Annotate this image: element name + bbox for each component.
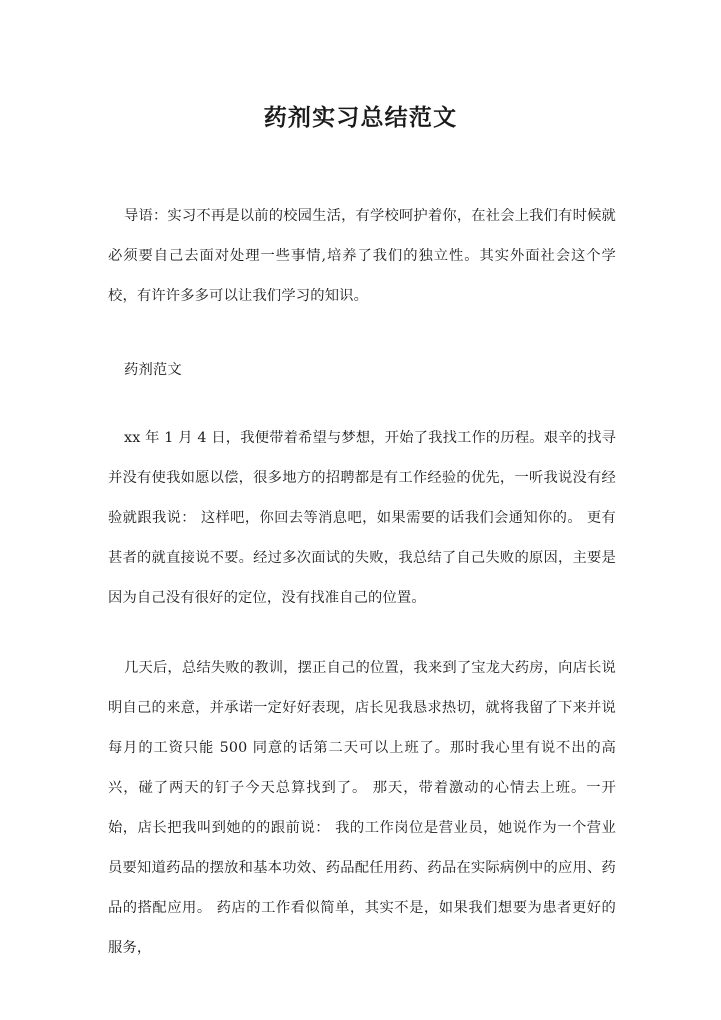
- body-paragraph-block-1: [108, 418, 616, 618]
- body-paragraph: 几天后，总结失败的教训，摆正自己的位置，我来到了宝龙大药房，向店长说明自己的来意，并承诺一定好好表现，店长见我恳求热切，就将我留了下来并说每月的工资只能 500 同意的话第二天可以上班了。那时我心里有说不出的高兴，碰了两天的钉子今天总算找到了。 那天，带着激动的心情去上班。一开始，店长把我叫到她的的跟前说： 我的工作岗位是营业员，她说作为一个营业员要知道药品的摆放和基本功效、药品配任用药、药品在实际病例中的应用、药品的搭配应用。 药店的工作看似简单，其实不是，如果我们想要为患者更好的服务，: [108, 660, 616, 956]
- intro-paragraph-block: [108, 196, 616, 316]
- intro-paragraph: 导语：实习不再是以前的校园生活，有学校呵护着你，在社会上我们有时候就必须要自己去面对处理一些事情,培养了我们的独立性。其实外面社会这个学校，有许许多多可以让我们学习的知识。: [108, 208, 616, 304]
- section-heading: 药剂范文: [124, 362, 182, 378]
- body-paragraph-block-2: [108, 648, 616, 968]
- body-paragraph: xx 年 1 月 4 日，我便带着希望与梦想，开始了我找工作的历程。艰辛的找寻并没有使我如愿以偿，很多地方的招聘都是有工作经验的优先，一听我说没有经验就跟我说： 这样吧，你回去等消息吧，如果需要的话我们会通知你的。 更有甚者的就直接说不要。经过多次面试的失败，我总结了自己失败的原因，主要是因为自己没有很好的定位，没有找准自己的位置。: [108, 430, 616, 606]
- section-heading-block: [108, 350, 616, 390]
- page-title: 药剂实习总结范文: [263, 104, 458, 132]
